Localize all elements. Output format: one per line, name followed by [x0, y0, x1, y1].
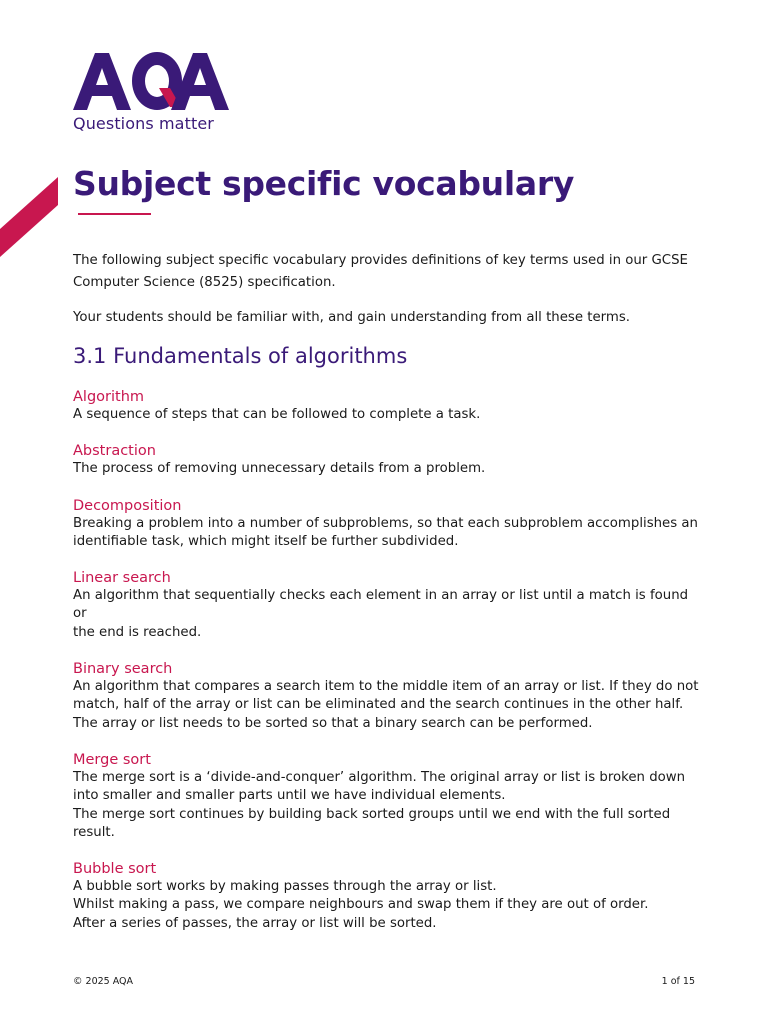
definition-line: Whilst making a pass, we compare neighbours and swap them if they are out of order.	[73, 897, 649, 913]
term-definition	[73, 769, 701, 842]
term-name: Decomposition	[73, 497, 182, 514]
term-definition	[73, 878, 701, 933]
term-merge-sort	[73, 751, 701, 842]
term-name: Bubble sort	[73, 861, 157, 878]
definition-line: The process of removing unnecessary details from a problem.	[73, 461, 486, 477]
definition-line: identifiable task, which might itself be further subdivided.	[73, 533, 459, 549]
aqa-logo-mark	[73, 50, 229, 112]
term-definition	[73, 515, 701, 552]
term-name: Algorithm	[73, 389, 145, 405]
footer-page-number: 1 of 15	[661, 976, 695, 987]
term-definition	[73, 587, 701, 642]
term-decomposition	[73, 497, 701, 552]
definition-line: The merge sort continues by building back sorted groups until we end with the full sorted	[73, 806, 671, 822]
page-title: Subject specific vocabulary	[73, 164, 575, 203]
definition-line: The merge sort is a ‘divide-and-conquer’ algorithm. The original array or list is broken down	[73, 769, 686, 785]
definition-line: An algorithm that sequentially checks each element in an array or list until a match is found or	[73, 588, 689, 622]
term-name: Linear search	[73, 570, 171, 587]
term-binary-search	[73, 660, 701, 733]
term-abstraction	[73, 442, 701, 478]
term-algorithm	[73, 388, 701, 424]
definition-line: match, half of the array or list can be eliminated and the search continues in the other half.	[73, 697, 684, 713]
definition-line: A bubble sort works by making passes through the array or list.	[73, 879, 497, 895]
corner-ribbon-decoration	[0, 175, 62, 257]
term-linear-search	[73, 569, 701, 642]
definition-line: Breaking a problem into a number of subproblems, so that each subproblem accomplishes an	[73, 515, 698, 531]
title-underline	[78, 213, 151, 215]
definition-line: An algorithm that compares a search item to the middle item of an array or list. If they do not	[73, 679, 699, 695]
definition-line: into smaller and smaller parts until we have individual elements.	[73, 788, 506, 804]
intro-paragraph: The following subject specific vocabulary provides definitions of key terms used in our GCSE Computer Science (8525) specification.	[73, 253, 688, 290]
main-content	[73, 250, 701, 951]
footer-copyright: © 2025 AQA	[73, 976, 134, 987]
term-definition	[73, 460, 701, 478]
definition-line: A sequence of steps that can be followed to complete a task.	[73, 407, 481, 422]
term-name: Binary search	[73, 661, 173, 678]
definition-line: After a series of passes, the array or list will be sorted.	[73, 915, 437, 931]
term-bubble-sort	[73, 860, 701, 933]
term-definition	[73, 406, 701, 424]
logo-tagline: Questions matter	[73, 114, 214, 133]
definition-line: the end is reached.	[73, 624, 202, 640]
term-definition	[73, 678, 701, 733]
intro	[73, 250, 701, 329]
definition-line: result.	[73, 824, 115, 840]
term-name: Abstraction	[73, 443, 156, 460]
section-heading: 3.1 Fundamentals of algorithms	[73, 344, 408, 368]
aqa-logo	[73, 50, 233, 133]
intro-paragraph: Your students should be familiar with, and gain understanding from all these terms.	[73, 310, 630, 325]
term-name: Merge sort	[73, 751, 151, 768]
definition-line: The array or list needs to be sorted so that a binary search can be performed.	[73, 715, 593, 731]
